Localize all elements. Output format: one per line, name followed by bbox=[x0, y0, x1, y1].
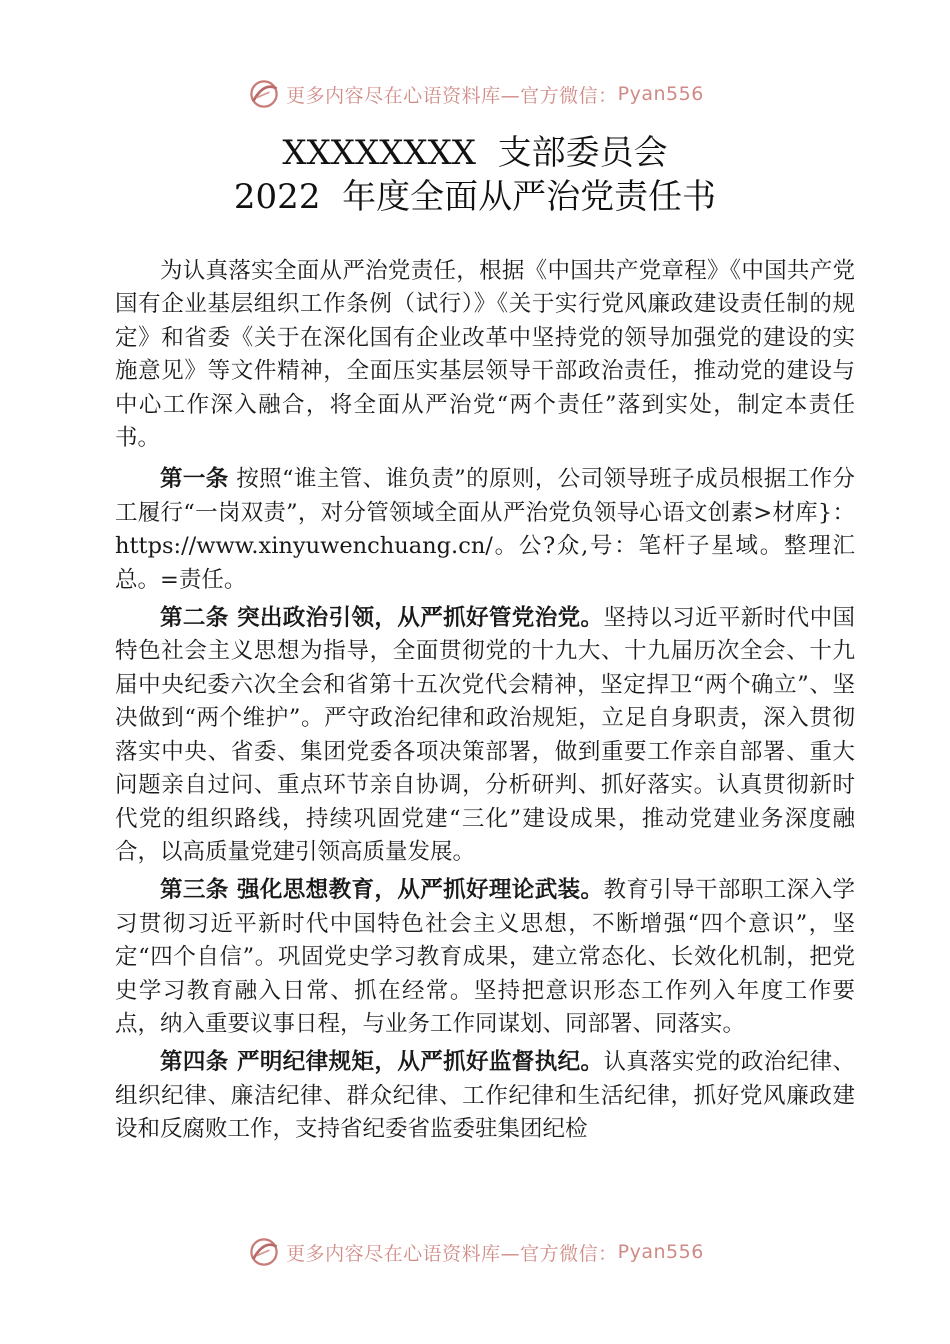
article-text: 按照“谁主管、谁负责”的原则，公司领导班子成员根据工作分工履行“一岗双责”，对分管领域全面从严治党负领导心语文创素>材库}：https://www.xinyuwenchuang.cn/。公?众,号：笔杆子星域。整理汇总。=责任。 bbox=[115, 466, 855, 593]
article-text: 坚持以习近平新时代中国特色社会主义思想为指导，全面贯彻党的十九大、十九届历次全会、十九届中央纪委六次全会和省第十五次党代会精神，坚定捍卫“两个确立”、坚决做到“两个维护”。严守政治纪律和政治规矩，立足自身职责，深入贯彻落实中央、省委、集团党委各项决策部署，做到重要工作亲自部署、重大问题亲自过问、重点环节亲自协调，分析研判、抓好落实。认真贯彻新时代党的组织路线，持续巩固党建“三化”建设成果，推动党建业务深度融合，以高质量党建引领高质量发展。 bbox=[115, 605, 855, 865]
watermark-text: 更多内容尽在心语资料库—官方微信： bbox=[286, 84, 618, 107]
article-heading: 第三条 强化思想教育，从严抓好理论武装。 bbox=[160, 877, 604, 904]
article-paragraph bbox=[115, 874, 855, 1041]
document-title-line1: XXXXXXXX 支部委员会 bbox=[282, 133, 668, 173]
logo-icon bbox=[246, 1234, 282, 1270]
article-heading: 第二条 突出政治引领，从严抓好管党治党。 bbox=[160, 605, 604, 632]
document-title-line2: 2022 年度全面从严治党责任书 bbox=[233, 177, 717, 217]
article-paragraph bbox=[115, 602, 855, 869]
watermark-banner-top bbox=[0, 74, 950, 114]
logo-icon bbox=[246, 76, 282, 112]
article-text: 教育引导干部职工深入学习贯彻习近平新时代中国特色社会主义思想，不断增强“四个意识”，坚定“四个自信”。巩固党史学习教育成果，建立常态化、长效化机制，把党史学习教育融入日常、抓在经常。坚持把意识形态工作列入年度工作要点，纳入重要议事日程，与业务工作同谋划、同部署、同落实。 bbox=[115, 877, 855, 1037]
article-heading: 第一条 bbox=[160, 466, 229, 493]
watermark-wechat-id: Pyan556 bbox=[617, 83, 704, 105]
watermark-banner-bottom bbox=[0, 1232, 950, 1272]
article-text: 认真落实党的政治纪律、组织纪律、廉洁纪律、群众纪律、工作纪律和生活纪律，抓好党风廉政建设和反腐败工作，支持省纪委省监委驻集团纪检 bbox=[115, 1049, 855, 1143]
watermark-wechat-id: Pyan556 bbox=[617, 1241, 704, 1263]
intro-paragraph: 为认真落实全面从严治党责任，根据《中国共产党章程》《中国共产党国有企业基层组织工作条例（试行）》《关于实行党风廉政建设责任制的规定》和省委《关于在深化国有企业改革中坚持党的领导加强党的建设的实施意见》等文件精神，全面压实基层领导干部政治责任，推动党的建设与中心工作深入融合，将全面从严治党“两个责任”落到实处，制定本责任书。 bbox=[115, 258, 855, 452]
document-body bbox=[115, 255, 855, 1152]
article-paragraph bbox=[115, 463, 855, 597]
article-heading: 第四条 严明纪律规矩，从严抓好监督执纪。 bbox=[160, 1049, 604, 1076]
watermark-text: 更多内容尽在心语资料库—官方微信： bbox=[286, 1242, 618, 1265]
article-paragraph bbox=[115, 1046, 855, 1146]
